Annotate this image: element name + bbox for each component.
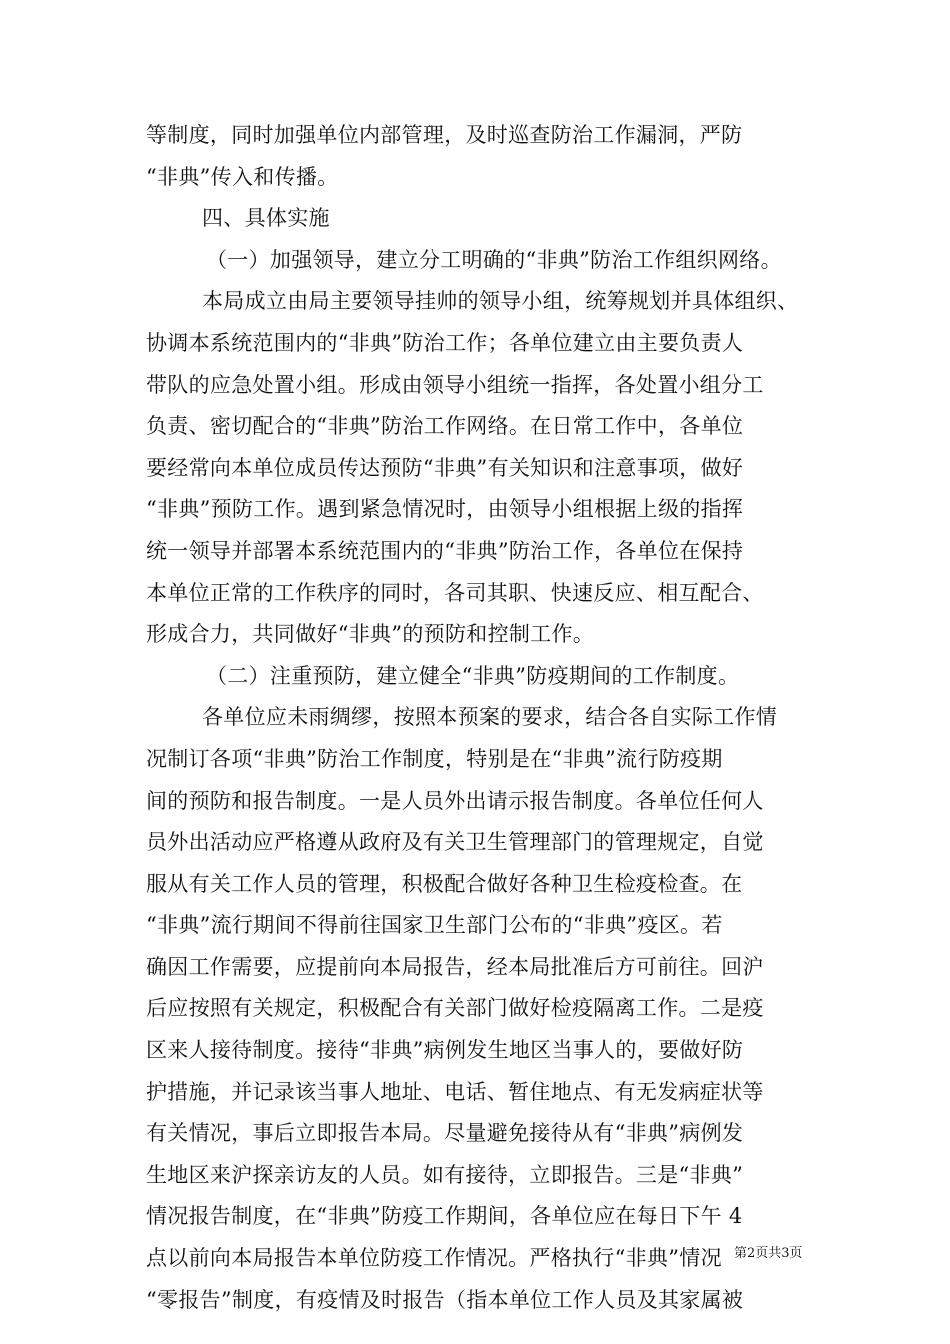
body-text <box>146 115 810 1321</box>
text-line-26: 生地区来沪探亲访友的人员。如有接待，立即报告。三是“非典” <box>146 1162 744 1187</box>
text-line-7: 带队的应急处置小组。形成由领导小组统一指挥，各处置小组分工 <box>146 372 764 397</box>
subsection-heading-1: （一）加强领导，建立分工明确的“非典”防治工作组织网络。 <box>206 247 782 272</box>
text-line-20: “非典”流行期间不得前往国家卫生部门公布的“非典”疫区。若 <box>146 913 723 938</box>
text-line-23: 区来人接待制度。接待“非典”病例发生地区当事人的，要做好防 <box>146 1038 744 1063</box>
text-line-1: 等制度，同时加强单位内部管理，及时巡查防治工作漏洞，严防 <box>146 123 743 147</box>
text-line-25: 有关情况，事后立即报告本局。尽量避免接待从有“非典”病例发 <box>146 1121 744 1146</box>
text-line-2: “非典”传入和传播。 <box>146 164 339 189</box>
text-line-22: 后应按照有关规定，积极配合有关部门做好检疫隔离工作。二是疫 <box>146 996 764 1021</box>
text-line-28: 点以前向本局报告本单位防疫工作情况。严格执行“非典”情况 <box>146 1246 722 1271</box>
text-line-6: 协调本系统范围内的“非典”防治工作；各单位建立由主要负责人 <box>146 330 744 355</box>
text-line-5: 本局成立由局主要领导挂帅的领导小组，统筹规划并具体组织、 <box>202 289 799 314</box>
section-heading: 四、具体实施 <box>202 206 330 231</box>
text-line-15: 各单位应未雨绸缪，按照本预案的要求，结合各自实际工作情 <box>202 705 778 730</box>
text-line-27: 情况报告制度，在“非典”防疫工作期间，各单位应在每日下午 4 <box>146 1204 743 1229</box>
page-number: 第2页共3页 <box>734 1246 803 1261</box>
text-line-9: 要经常向本单位成员传达预防“非典”有关知识和注意事项，做好 <box>146 455 744 480</box>
text-line-8: 负责、密切配合的“非典”防治工作网络。在日常工作中，各单位 <box>146 414 744 439</box>
text-line-24: 护措施，并记录该当事人地址、电话、暂住地点、有无发病症状等 <box>146 1079 764 1104</box>
text-line-13: 形成合力，共同做好“非典”的预防和控制工作。 <box>146 622 595 647</box>
text-line-18: 员外出活动应严格遵从政府及有关卫生管理部门的管理规定，自觉 <box>146 830 764 855</box>
text-line-21: 确因工作需要，应提前向本局报告，经本局批准后方可前往。回沪 <box>146 954 764 979</box>
text-line-11: 统一领导并部署本系统范围内的“非典”防治工作，各单位在保持 <box>146 538 744 563</box>
text-line-17: 间的预防和报告制度。一是人员外出请示报告制度。各单位任何人 <box>146 788 764 813</box>
text-line-19: 服从有关工作人员的管理，积极配合做好各种卫生检疫检查。在 <box>146 871 743 896</box>
subsection-heading-2: （二）注重预防，建立健全“非典”防疫期间的工作制度。 <box>206 663 740 688</box>
text-line-29: “零报告”制度，有疫情及时报告（指本单位工作人员及其家属被 <box>146 1287 744 1312</box>
text-line-10: “非典”预防工作。遇到紧急情况时，由领导小组根据上级的指挥 <box>146 497 744 522</box>
text-line-12: 本单位正常的工作秩序的同时，各司其职、快速反应、相互配合、 <box>146 580 764 605</box>
text-line-16: 况制订各项“非典”防治工作制度，特别是在“非典”流行防疫期 <box>146 746 723 771</box>
